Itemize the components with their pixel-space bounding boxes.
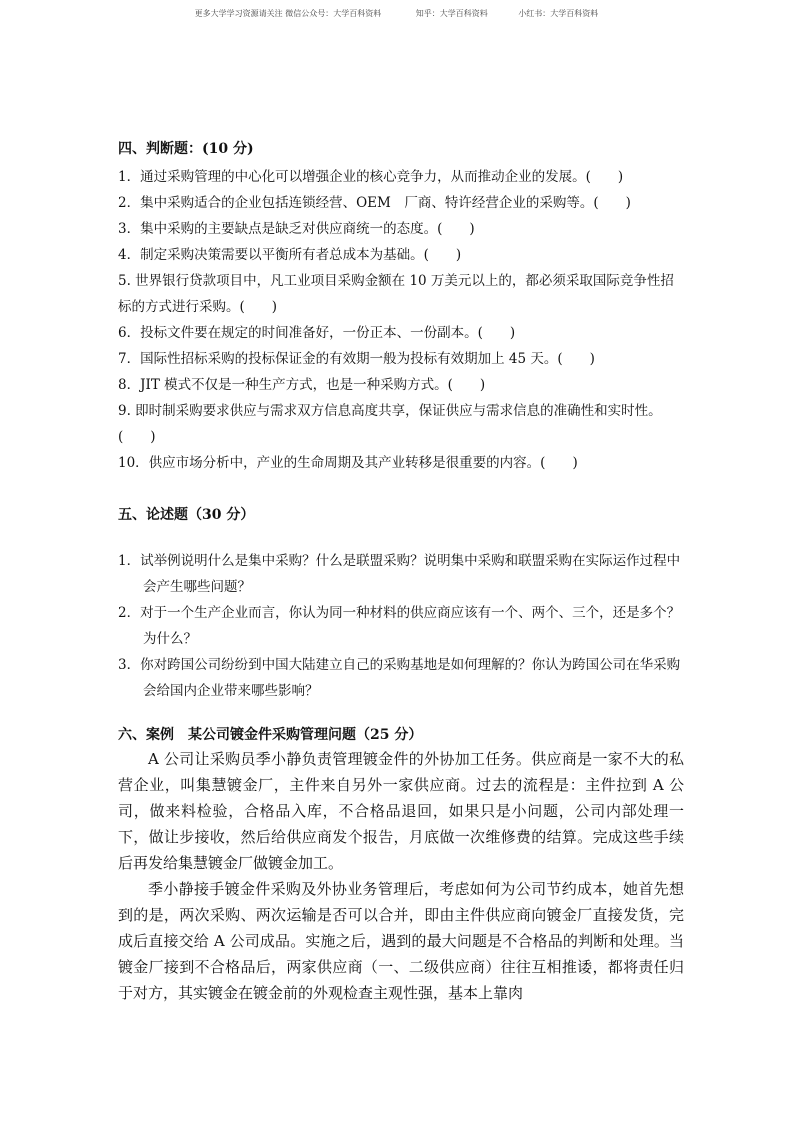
essay-question-item: 1．试举例说明什么是集中采购？什么是联盟采购？说明集中采购和联盟采购在实际运作过程中会产生哪些问题？ [118, 553, 681, 595]
question-item: 10．供应市场分析中，产业的生命周期及其产业转移是很重要的内容。( ) [118, 455, 578, 471]
essay-question-item: 3．你对跨国公司纷纷到中国大陆建立自己的采购基地是如何理解的？你认为跨国公司在华采购会给国内企业带来哪些影响？ [118, 657, 681, 699]
header-xiaohongshu-text: 小红书：大学百科资料 [518, 9, 599, 18]
question-item: 5. 世界银行贷款项目中，凡工业项目采购金额在 10 万美元以上的，都必须采取国际竞争性招标的方式进行采购。( ) [118, 273, 674, 315]
page-header [0, 8, 793, 19]
question-item: 2．集中采购适合的企业包括连锁经营、OEM 厂商、特许经营企业的采购等。( ) [118, 195, 631, 211]
header-wechat-text: 更多大学学习资源请关注 微信公众号：大学百科资料 [194, 9, 382, 18]
question-item: 3．集中采购的主要缺点是缺乏对供应商统一的态度。( ) [118, 221, 475, 237]
header-zhihu-text: 知乎：大学百科资料 [415, 9, 488, 18]
question-item: 4．制定采购决策需要以平衡所有者总成本为基础。( ) [118, 247, 462, 263]
question-item: 7．国际性招标采购的投标保证金的有效期一般为投标有效期加上 45 天。( ) [118, 351, 595, 367]
case-paragraph: 季小静接手镀金件采购及外协业务管理后，考虑如何为公司节约成本，她首先想到的是，两次采购、两次运输是否可以合并，即由主件供应商向镀金厂直接发货，完成后直接交给 A 公司成品。实施之后，遇到的最大问题是不合格品的判断和处理。当镀金厂接到不合格品后，两家供应商（一、二级供应商）往往互相推诿，都将责任归于对方，其实镀金在镀金前的外观检查主观性强，基本上靠肉 [118, 880, 684, 1002]
question-item: 9. 即时制采购要求供应与需求双方信息高度共享，保证供应与需求信息的准确性和实时性。( ) [118, 403, 662, 445]
document-body [118, 138, 684, 1006]
section-title-essay: 五、论述题（30 分） [118, 507, 255, 523]
essay-question-list [118, 548, 684, 704]
section-title-case-study: 六、案例 某公司镀金件采购管理问题（25 分） [118, 727, 423, 743]
question-item: 6．投标文件要在规定的时间准备好，一份正本、一份副本。( ) [118, 325, 516, 341]
question-item: 8．JIT 模式不仅是一种生产方式，也是一种采购方式。( ) [118, 377, 486, 393]
case-paragraph: A 公司让采购员季小静负责管理镀金件的外协加工任务。供应商是一家不大的私营企业，叫集慧镀金厂，主件来自另外一家供应商。过去的流程是：主件拉到 A 公司，做来料检验，合格品入库，不合格品退回，如果只是小问题，公司内部处理一下，做让步接收，然后给供应商发个报告，月底做一次维修费的结算。完成这些手续后再发给集慧镀金厂做镀金加工。 [118, 750, 684, 872]
true-false-question-list [118, 164, 684, 476]
question-item: 1．通过采购管理的中心化可以增强企业的核心竞争力，从而推动企业的发展。( ) [118, 169, 624, 185]
essay-question-item: 2．对于一个生产企业而言，你认为同一种材料的供应商应该有一个、两个、三个，还是多个？为什么？ [118, 605, 681, 647]
section-title-true-false: 四、判断题：(10 分) [118, 141, 254, 157]
